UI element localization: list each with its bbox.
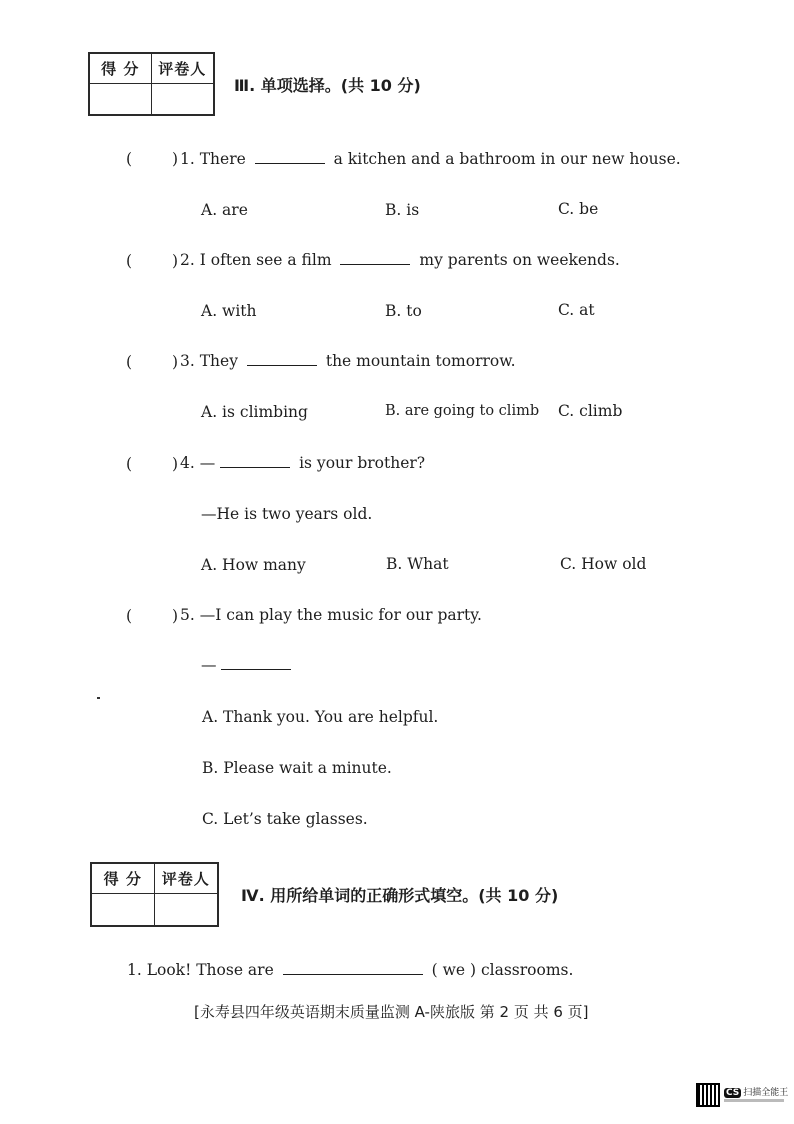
score-cell[interactable] <box>90 84 152 114</box>
q4-reply: —He is two years old. <box>201 505 373 523</box>
q2-paren-close: ) <box>172 252 179 270</box>
q4-text: is your brother? <box>299 454 426 472</box>
q2-blank[interactable] <box>340 263 410 265</box>
q2-paren-open: ( <box>126 252 133 270</box>
q5-option-c[interactable]: C. Let’s take glasses. <box>202 810 368 828</box>
section4-q1-blank[interactable] <box>283 973 423 975</box>
q2-number: 2. I often see a film <box>180 251 332 269</box>
section4-title: Ⅳ. 用所给单词的正确形式填空。(共 10 分) <box>241 886 559 905</box>
q3-paren-close: ) <box>172 353 179 371</box>
scanner-logo-text: 扫描全能王 <box>743 1088 789 1098</box>
q2-option-a[interactable]: A. with <box>201 302 257 320</box>
grader-label: 评卷人 <box>152 54 214 84</box>
q1-text: a kitchen and a bathroom in our new house. <box>333 150 681 168</box>
q1-paren-close: ) <box>172 150 179 168</box>
q4-paren-open: ( <box>126 455 133 473</box>
q5-paren-close: ) <box>172 607 179 625</box>
q4-paren-close: ) <box>172 455 179 473</box>
q5-blank[interactable] <box>221 668 291 670</box>
q2-stem <box>180 251 620 269</box>
q5-option-a[interactable]: A. Thank you. You are helpful. <box>202 708 439 726</box>
section4-q1-after: ( we ) classrooms. <box>431 961 574 979</box>
q3-option-b[interactable]: B. are going to climb <box>385 403 540 419</box>
q5-option-b[interactable]: B. Please wait a minute. <box>202 759 392 777</box>
scan-speck <box>97 697 100 699</box>
score-label: 得 分 <box>92 864 155 894</box>
grader-label: 评卷人 <box>155 864 218 894</box>
page-footer: [永寿县四年级英语期末质量监测 A-陕旅版 第 2 页 共 6 页] <box>194 1003 589 1021</box>
q2-text: my parents on weekends. <box>419 251 620 269</box>
q1-number: 1. There <box>180 150 246 168</box>
q1-stem <box>180 150 681 168</box>
q4-stem <box>180 454 425 472</box>
q5-reply <box>201 656 291 674</box>
q3-number: 3. They <box>180 352 238 370</box>
score-box-section3 <box>88 52 215 116</box>
scanner-logo-badge: CS <box>726 1088 740 1098</box>
q1-option-a[interactable]: A. are <box>201 201 248 219</box>
q5-reply-dash: — <box>201 656 217 674</box>
grader-cell[interactable] <box>155 894 218 925</box>
q4-option-c[interactable]: C. How old <box>560 555 647 573</box>
q3-stem <box>180 352 516 370</box>
score-cell[interactable] <box>92 894 155 925</box>
q4-option-a[interactable]: A. How many <box>201 556 306 574</box>
q2-option-c[interactable]: C. at <box>558 301 595 319</box>
grader-cell[interactable] <box>152 84 214 114</box>
q3-blank[interactable] <box>247 364 317 366</box>
section3-title: Ⅲ. 单项选择。(共 10 分) <box>234 76 421 95</box>
q3-option-c[interactable]: C. climb <box>558 402 623 420</box>
q1-blank[interactable] <box>255 162 325 164</box>
section4-q1-before: 1. Look! Those are <box>127 961 274 979</box>
q4-blank[interactable] <box>220 466 290 468</box>
q3-paren-open: ( <box>126 353 133 371</box>
q2-option-b[interactable]: B. to <box>385 302 422 320</box>
q1-paren-open: ( <box>126 150 133 168</box>
q5-paren-open: ( <box>126 607 133 625</box>
scanner-logo-subline <box>724 1099 784 1102</box>
score-box-section4 <box>90 862 219 927</box>
q4-option-b[interactable]: B. What <box>386 555 449 573</box>
q5-stem: 5. —I can play the music for our party. <box>180 606 482 624</box>
scanner-logo <box>724 1085 788 1098</box>
score-label: 得 分 <box>90 54 152 84</box>
q3-text: the mountain tomorrow. <box>325 352 516 370</box>
q1-option-b[interactable]: B. is <box>385 201 420 219</box>
q4-number: 4. — <box>180 454 216 472</box>
q1-option-c[interactable]: C. be <box>558 200 599 218</box>
section4-q1 <box>127 961 573 979</box>
qr-code-icon <box>696 1083 720 1107</box>
q3-option-a[interactable]: A. is climbing <box>201 403 308 421</box>
